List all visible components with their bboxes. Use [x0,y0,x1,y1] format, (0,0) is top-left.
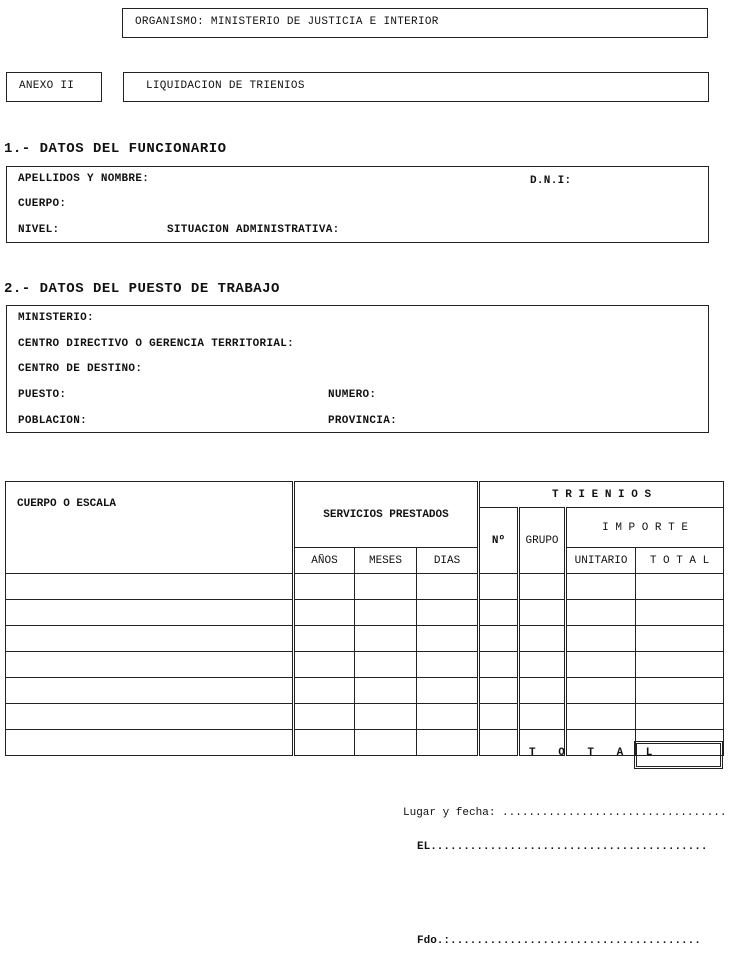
table-cell[interactable] [566,652,636,678]
table-cell[interactable] [417,574,479,600]
table-row [6,678,724,704]
table-cell[interactable] [6,574,294,600]
table-cell[interactable] [294,678,355,704]
nivel-label: NIVEL: [18,224,60,236]
titulo-label: LIQUIDACION DE TRIENIOS [146,80,305,92]
meses-header: MESES [355,548,417,574]
table-cell[interactable] [566,678,636,704]
unitario-header: UNITARIO [566,548,636,574]
table-row [6,574,724,600]
lugar-fecha-line: Lugar y fecha: .................................. [403,807,727,819]
table-row [6,704,724,730]
table-cell[interactable] [636,704,724,730]
table-cell[interactable] [519,652,566,678]
table-cell[interactable] [6,626,294,652]
table-cell[interactable] [566,704,636,730]
table-cell[interactable] [479,600,519,626]
organismo-label: ORGANISMO: MINISTERIO DE JUSTICIA E INTERIOR [135,16,439,28]
table-cell[interactable] [6,652,294,678]
table-cell[interactable] [355,730,417,756]
ministerio-label: MINISTERIO: [18,312,94,324]
numero-header: Nº [479,508,519,574]
el-line: EL.......................................... [417,841,708,853]
table-cell[interactable] [519,574,566,600]
table-cell[interactable] [519,600,566,626]
importe-header: I M P O R T E [566,508,724,548]
table-cell[interactable] [636,626,724,652]
trienios-table [5,481,724,756]
table-cell[interactable] [417,730,479,756]
table-cell[interactable] [6,678,294,704]
table-cell[interactable] [6,600,294,626]
dias-header: DIAS [417,548,479,574]
situacion-label: SITUACION ADMINISTRATIVA: [167,224,340,236]
table-cell[interactable] [519,626,566,652]
table-row [6,652,724,678]
table-cell[interactable] [294,652,355,678]
table-cell[interactable] [355,626,417,652]
centro-directivo-label: CENTRO DIRECTIVO O GERENCIA TERRITORIAL: [18,338,295,350]
table-cell[interactable] [479,626,519,652]
poblacion-label: POBLACION: [18,415,88,427]
table-cell[interactable] [479,652,519,678]
table-cell[interactable] [566,600,636,626]
table-cell[interactable] [636,600,724,626]
table-cell[interactable] [479,704,519,730]
table-cell[interactable] [417,652,479,678]
total-value-box[interactable] [634,741,723,769]
table-cell[interactable] [519,704,566,730]
total-footer-label: T O T A L [529,747,661,759]
section2-heading: 2.- DATOS DEL PUESTO DE TRABAJO [4,281,280,297]
trienios-header: T R I E N I O S [479,482,724,508]
table-cell[interactable] [636,574,724,600]
grupo-header: GRUPO [519,508,566,574]
table-cell[interactable] [294,600,355,626]
cuerpo-label: CUERPO: [18,198,67,210]
table-cell[interactable] [355,704,417,730]
numero-label: NUMERO: [328,389,377,401]
table-cell[interactable] [355,652,417,678]
provincia-label: PROVINCIA: [328,415,398,427]
table-cell[interactable] [636,652,724,678]
table-cell[interactable] [479,574,519,600]
table-cell[interactable] [417,626,479,652]
apellidos-label: APELLIDOS Y NOMBRE: [18,173,150,185]
table-cell[interactable] [6,704,294,730]
table-cell[interactable] [417,600,479,626]
dni-label: D.N.I: [530,175,572,187]
table-cell[interactable] [519,678,566,704]
anexo-label: ANEXO II [19,80,75,92]
table-cell[interactable] [294,574,355,600]
anos-header: AÑOS [294,548,355,574]
table-cell[interactable] [294,730,355,756]
table-cell[interactable] [417,704,479,730]
table-cell[interactable] [355,678,417,704]
servicios-header: SERVICIOS PRESTADOS [294,482,479,548]
table-cell[interactable] [479,730,519,756]
table-cell[interactable] [417,678,479,704]
total-header: T O T A L [636,548,724,574]
table-cell[interactable] [479,678,519,704]
puesto-label: PUESTO: [18,389,67,401]
table-cell[interactable] [355,574,417,600]
table-cell[interactable] [566,574,636,600]
section1-heading: 1.- DATOS DEL FUNCIONARIO [4,141,227,157]
table-row [6,626,724,652]
fdo-line: Fdo.:...................................... [417,935,701,947]
table-cell[interactable] [6,730,294,756]
table-cell[interactable] [355,600,417,626]
table-cell[interactable] [294,626,355,652]
cuerpo-escala-header: CUERPO O ESCALA [6,482,294,574]
table-row [6,600,724,626]
table-cell[interactable] [294,704,355,730]
table-cell[interactable] [636,678,724,704]
table-cell[interactable] [566,626,636,652]
centro-destino-label: CENTRO DE DESTINO: [18,363,143,375]
